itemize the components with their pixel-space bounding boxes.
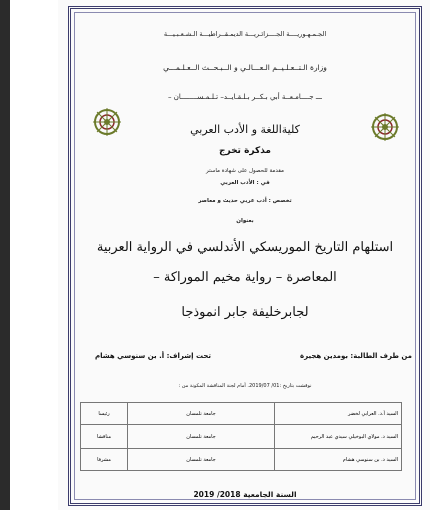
ministry-line: وزارة الـتــعـلـيــم الـعـــالـي و الــبـحــث الــعـلـمـــي: [163, 63, 327, 72]
member-institution: جامعة تلمسان: [128, 449, 275, 471]
thesis-title-line-3: لجابرخليفة جابر انموذجا: [181, 305, 309, 320]
thesis-title-line-2: المعاصرة – رواية مخيم الموراكة –: [153, 270, 337, 285]
member-role: مشرفا: [81, 449, 128, 471]
supervisor-line: تحت إشراف: أ. بن سنوسي هشام: [95, 352, 212, 360]
member-role: رئيسا: [81, 403, 128, 425]
republic-line: الجـمـهـوريــــة الجــــزائـريـــة الديمـقــراطيـــة الـشـعـبـيـــة: [163, 30, 327, 38]
academic-year: السنة الجامعية 2018/ 2019: [193, 490, 297, 499]
memo-purpose: مقدمة للحصول على شهادة ماستر: [206, 168, 284, 174]
faculty-name: كليةاللغة و الأدب العربي: [190, 123, 300, 136]
memo-under-title: بعنوان: [236, 218, 254, 224]
university-line: ـــ جــــامـعــة أبي بـكــر بـلـقـايــد– تـلـمـســــــــان –: [168, 93, 322, 101]
left-dark-edge: [0, 0, 10, 510]
table-row: [81, 449, 402, 471]
student-line: من طرف الطالبة: بومدين هجيرة: [299, 352, 412, 360]
defense-line: نوقشت بتاريخ :01/ 2019/07. أمام لجنة المناقشة المكونة من :: [178, 383, 312, 389]
member-name: السيد أ.د. العرابي لخضر: [275, 403, 402, 425]
memo-specialty: تخصص : أدب عربي حديث و معاصر: [198, 198, 292, 204]
member-name: السيد د. بن سنوسي هشام: [275, 449, 402, 471]
table-row: [81, 425, 402, 449]
member-name: السيد د. مولاي البوخيلي سيدي عبد الرحيم: [275, 425, 402, 449]
member-institution: جامعة تلمسان: [128, 425, 275, 449]
table-row: [81, 403, 402, 425]
committee-table: [80, 402, 402, 471]
memo-title: مذكرة تخرج: [218, 146, 271, 156]
memo-field: في : الأدب العربي: [220, 180, 270, 186]
member-role: مناقشا: [81, 425, 128, 449]
member-institution: جامعة تلمسان: [128, 403, 275, 425]
thesis-title-line-1: استلهام التاريخ الموريسكي الأندلسي في الرواية العربية: [96, 240, 394, 255]
